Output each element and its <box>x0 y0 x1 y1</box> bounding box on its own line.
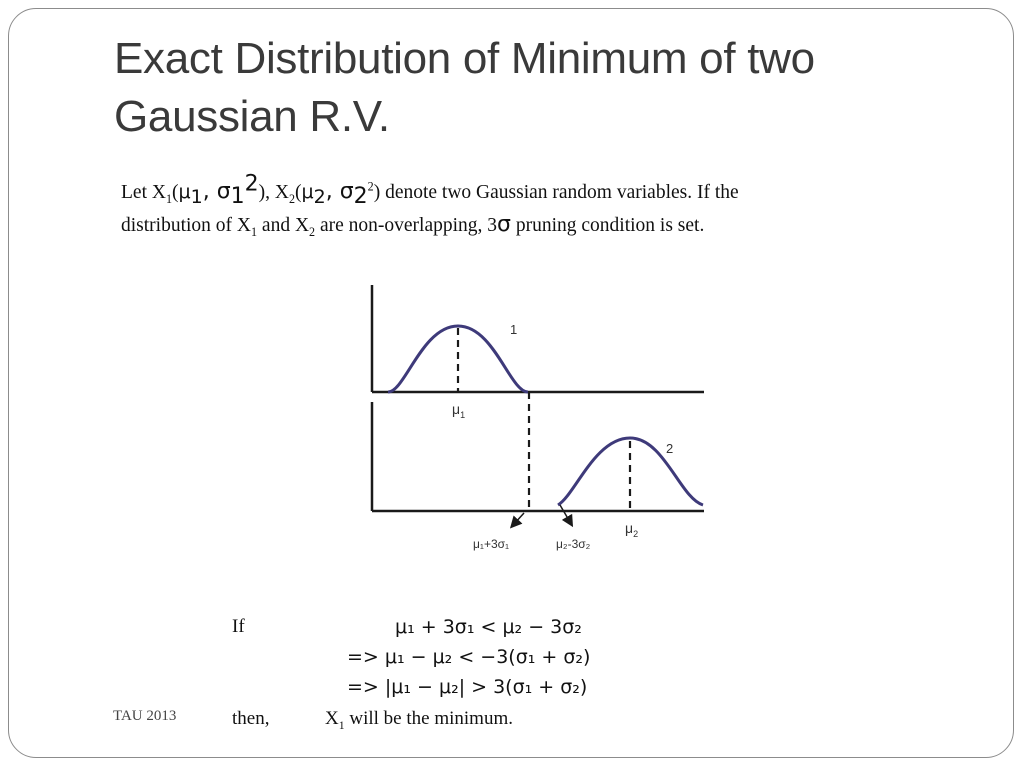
title-line-1: Exact Distribution of Minimum of two <box>114 34 815 83</box>
left-marker-arrow <box>514 513 524 524</box>
condition-line-2: => μ₁ − μ₂ < −3(σ₁ + σ₂) <box>347 646 591 668</box>
footer-label: TAU 2013 <box>113 708 177 724</box>
right-marker-label: μ₂-3σ₂ <box>556 537 591 551</box>
condition-line-1: μ₁ + 3σ₁ < μ₂ − 3σ₂ <box>395 616 582 638</box>
mu2-tick-label: $\mu_2$ <box>625 520 639 539</box>
intro-line-2: distribution of $X_1$ and $X_2$ are non-overlapping, 3σ pruning condition is set. <box>121 212 705 239</box>
right-marker-arrow <box>560 505 570 522</box>
title-line-2: Gaussian R.V. <box>114 92 390 141</box>
mu1-tick-label: $\mu_1$ <box>452 401 466 420</box>
intro-line-1: Let $X_1(\mu_1$, $\sigma_1^2$), $X_2(\mu_2$, $\sigma_2^2$) denote two Gaussian random variables. If the <box>121 171 739 209</box>
curve-2-label: 2 <box>666 441 674 456</box>
left-marker-label: μ₁+3σ₁ <box>473 537 510 551</box>
if-label: If <box>232 616 245 637</box>
condition-line-3: => |μ₁ − μ₂| > 3(σ₁ + σ₂) <box>347 676 588 698</box>
curve-1-label: 1 <box>510 322 518 337</box>
then-label: then, <box>232 708 270 729</box>
result-statement: $X_1$ will be the minimum. <box>325 708 513 732</box>
